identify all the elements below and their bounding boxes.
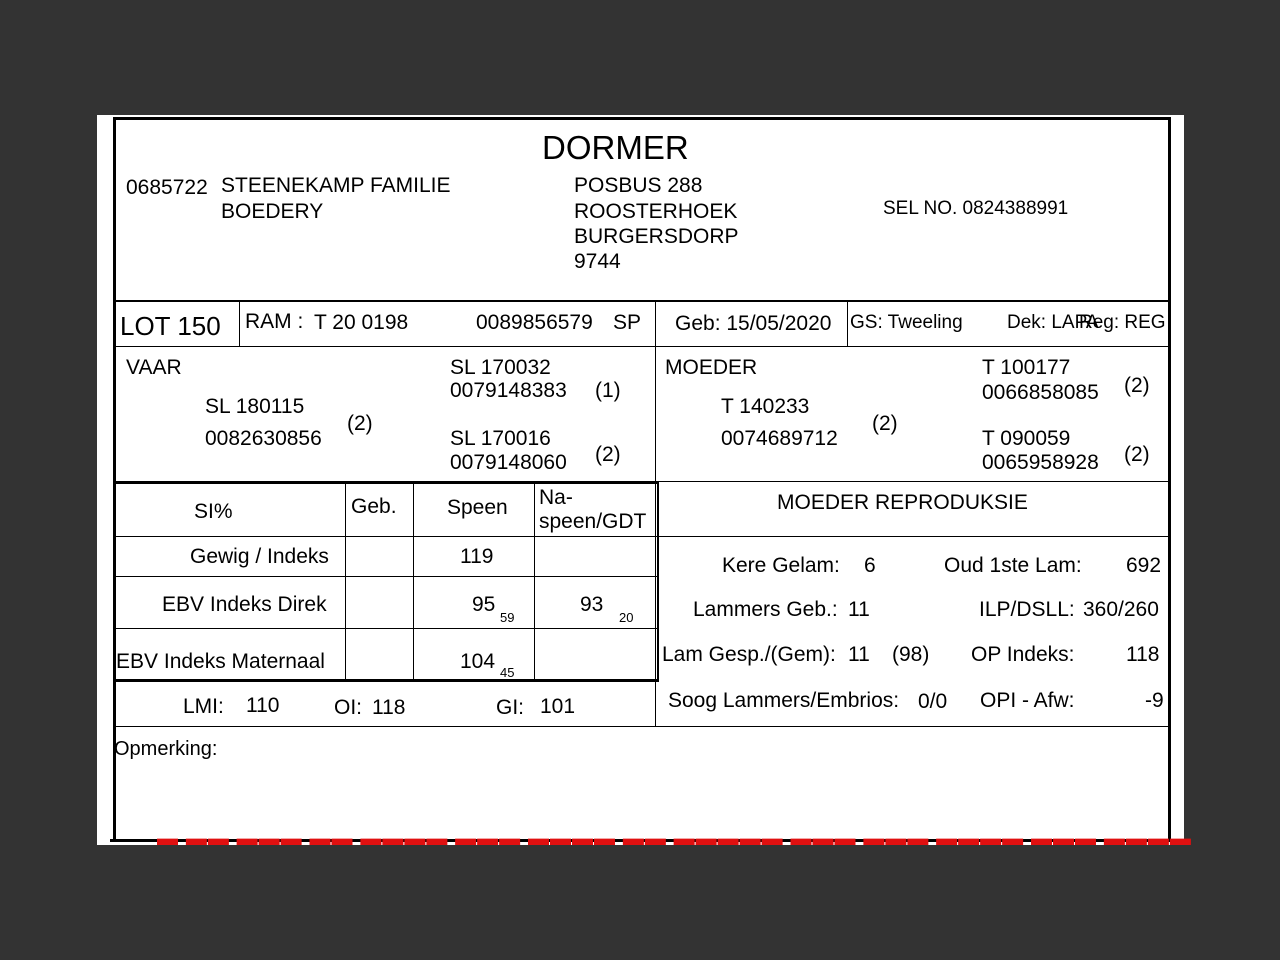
sire-sire-registration: 0079148383 — [450, 379, 567, 402]
gs-field: GS: Tweeling — [850, 312, 963, 333]
divider-geb-cell — [847, 301, 848, 347]
address-line3: BURGERSDORP — [574, 225, 739, 248]
ram-class: SP — [613, 311, 642, 334]
address-line2: ROOSTERHOEK — [574, 200, 738, 223]
dam-grade: (2) — [872, 412, 898, 435]
reproduction-heading: MOEDER REPRODUKSIE — [777, 491, 1028, 514]
gesp-value: 11 — [848, 643, 870, 666]
dam-dam-id: T 090059 — [982, 427, 1071, 450]
divider-perf-row2 — [116, 628, 657, 629]
kere-value: 6 — [864, 554, 876, 577]
sire-heading: VAAR — [126, 356, 182, 379]
lmi-value: 110 — [246, 694, 280, 717]
naspeen-header-line1: Na- — [539, 486, 573, 509]
document-page — [97, 115, 1192, 850]
divider-lot — [116, 346, 1168, 347]
divider-perf-header — [116, 536, 1168, 537]
sire-sire-grade: (1) — [595, 379, 621, 402]
naspeen-header-line2: speen/GDT — [539, 510, 647, 533]
dam-id: T 140233 — [721, 395, 810, 418]
ram-registration: 0089856579 — [476, 311, 593, 334]
row-weight-speen: 119 — [460, 545, 494, 568]
sire-sire-id: SL 170032 — [450, 356, 551, 379]
divider-remarks — [116, 726, 1168, 727]
lot-card — [113, 117, 1171, 839]
footer-red-text-fragment: ▬ ▬▬ ▬▬▬ ▬▬ ▬▬▬▬ ▬▬▬ ▬▬▬▬ ▬▬ ▬▬▬▬▬ ▬▬▬ ▬▬▬ ▬▬▬▬ ▬▬▬ ▬▬▬▬ — [157, 827, 1192, 850]
sire-id: SL 180115 — [205, 395, 305, 418]
divider-sire-dam — [655, 347, 656, 727]
geb-header: Geb. — [351, 495, 397, 518]
cell-number: SEL NO. 0824388991 — [883, 198, 1069, 219]
oud-value: 692 — [1126, 554, 1162, 577]
row-direct-label: EBV Indeks Direk — [162, 593, 327, 616]
owner-code: 0685722 — [126, 176, 208, 199]
row-direct-naspeen: 93 — [580, 593, 604, 616]
kere-label: Kere Gelam: — [722, 554, 840, 577]
op-value: 118 — [1126, 643, 1160, 666]
divider-perf-col3 — [534, 483, 535, 680]
owner-name-line2: BOEDERY — [221, 200, 324, 223]
row-maternal-speen: 104 — [460, 650, 496, 673]
op-label: OP Indeks: — [971, 643, 1075, 666]
row-weight-label: Gewig / Indeks — [190, 545, 329, 568]
sire-dam-registration: 0079148060 — [450, 451, 567, 474]
divider-perf-row1 — [116, 576, 657, 577]
row-maternal-label: EBV Indeks Maternaal — [116, 650, 325, 673]
gesp-label: Lam Gesp./(Gem): — [662, 643, 836, 666]
divider-perf-thick-right — [657, 482, 659, 681]
gi-value: 101 — [540, 695, 576, 718]
ilp-value: 360/260 — [1083, 598, 1159, 621]
divider-perf-thick-left — [116, 481, 659, 484]
dam-dam-registration: 0065958928 — [982, 451, 1099, 474]
row-direct-naspeen-accuracy: 20 — [619, 610, 634, 625]
address-line1: POSBUS 288 — [574, 174, 703, 197]
dam-registration: 0074689712 — [721, 427, 838, 450]
gi-label: GI: — [496, 696, 525, 719]
oi-label: OI: — [334, 696, 363, 719]
speen-header: Speen — [447, 496, 508, 519]
divider-header — [116, 300, 1168, 302]
oi-value: 118 — [372, 696, 406, 719]
row-direct-speen-accuracy: 59 — [500, 610, 515, 625]
remarks-label: Opmerking: — [114, 738, 218, 760]
lot-number: LOT 150 — [120, 311, 221, 341]
lmi-label: LMI: — [183, 695, 224, 718]
divider-perf-row3 — [116, 679, 659, 682]
dam-sire-grade: (2) — [1124, 374, 1150, 397]
dek-field: Dek: LAPA — [1007, 312, 1099, 333]
breed-title: DORMER — [542, 129, 689, 166]
opi-label: OPI - Afw: — [980, 689, 1075, 712]
reg-field: Reg: REG — [1079, 312, 1166, 333]
sire-registration: 0082630856 — [205, 427, 322, 450]
gem-value: (98) — [892, 643, 930, 666]
dam-dam-grade: (2) — [1124, 443, 1150, 466]
ram-label: RAM : — [245, 310, 304, 333]
lammers-value: 11 — [848, 598, 870, 621]
birth-date: Geb: 15/05/2020 — [675, 312, 832, 335]
opi-value: -9 — [1145, 689, 1164, 712]
ilp-label: ILP/DSLL: — [979, 598, 1075, 621]
lammers-label: Lammers Geb.: — [693, 598, 838, 621]
sire-dam-grade: (2) — [595, 443, 621, 466]
sire-dam-id: SL 170016 — [450, 427, 551, 450]
dam-sire-registration: 0066858085 — [982, 381, 1099, 404]
row-direct-speen: 95 — [472, 593, 496, 616]
sire-grade: (2) — [347, 412, 373, 435]
soog-value: 0/0 — [918, 690, 948, 713]
row-maternal-speen-accuracy: 45 — [500, 665, 515, 680]
dam-heading: MOEDER — [665, 356, 758, 379]
dam-sire-id: T 100177 — [982, 356, 1071, 379]
address-line4: 9744 — [574, 250, 621, 273]
owner-name-line1: STEENEKAMP FAMILIE — [221, 174, 451, 197]
divider-ram-cell — [655, 301, 656, 347]
soog-label: Soog Lammers/Embrios: — [668, 689, 900, 712]
divider-perf-col1 — [345, 483, 346, 680]
oud-label: Oud 1ste Lam: — [944, 554, 1082, 577]
divider-lot-cell — [239, 301, 240, 347]
si-header: SI% — [194, 500, 233, 523]
divider-perf-col2 — [413, 483, 414, 680]
ram-id: T 20 0198 — [314, 311, 409, 334]
